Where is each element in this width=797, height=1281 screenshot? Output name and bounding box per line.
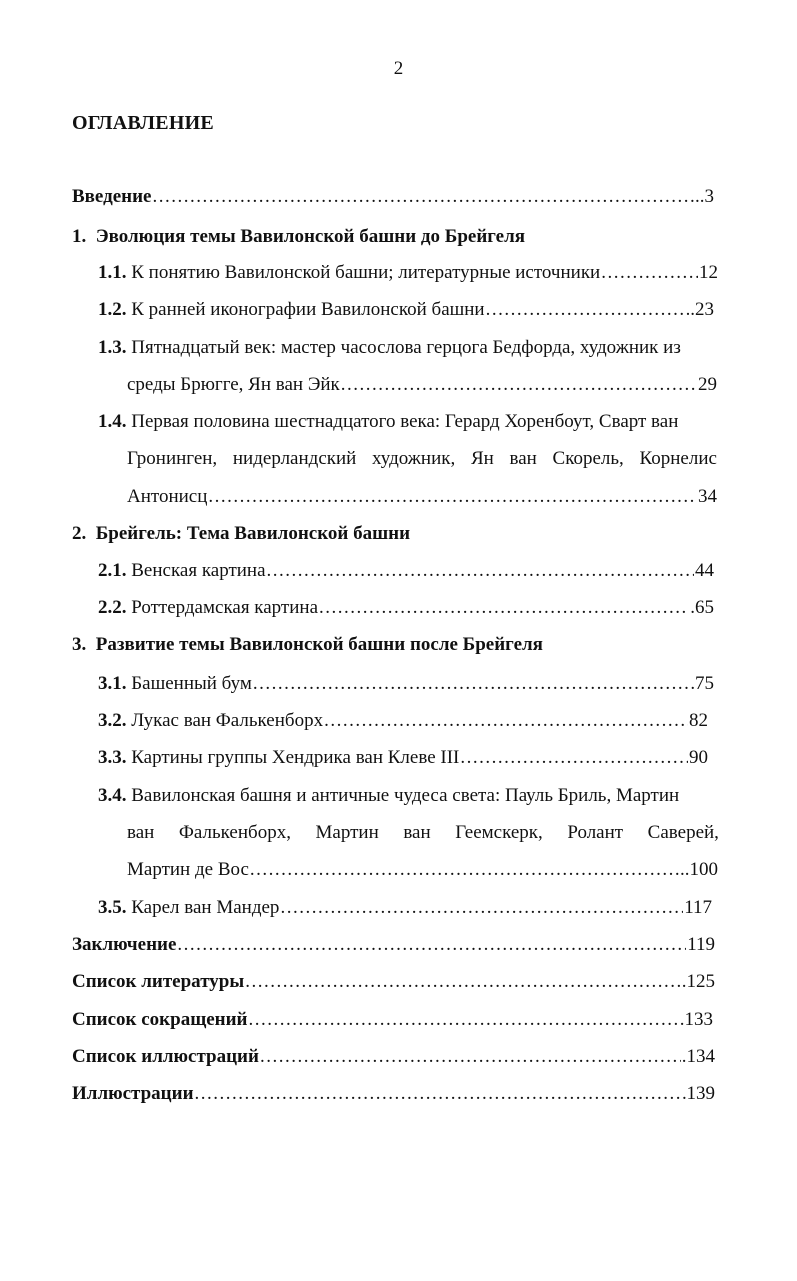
chapter-number: 2. [72, 523, 87, 544]
toc-entry-3-4-line2[interactable] [127, 820, 719, 846]
toc-entry-1-1[interactable] [98, 260, 718, 286]
entry-number: 3.3. [98, 747, 127, 768]
toc-chapter-3[interactable] [72, 632, 543, 658]
entry-page: 82 [689, 710, 708, 731]
leader-dots [324, 708, 688, 734]
entry-page: 139 [686, 1083, 715, 1104]
entry-label: Карел ван Мандер [131, 897, 280, 918]
toc-entry-1-4-line1[interactable] [98, 409, 678, 435]
entry-label: Иллюстрации [72, 1083, 194, 1104]
leader-dots [460, 745, 688, 771]
word: Ролант [567, 822, 624, 843]
chapter-number: 1. [72, 226, 87, 247]
leader-dots [267, 558, 694, 584]
toc-entry-1-2[interactable] [98, 297, 714, 323]
toc-entry-illustrations[interactable] [72, 1081, 715, 1107]
leader-dots [319, 595, 689, 621]
leader-dots [253, 671, 694, 697]
entry-label: Лукас ван Фалькенборх [131, 710, 324, 731]
word: Мартин [315, 822, 379, 843]
toc-chapter-1[interactable] [72, 224, 525, 250]
word: Гронинген, [127, 448, 218, 469]
entry-page: .125 [681, 971, 715, 992]
word: Скорель, [552, 448, 624, 469]
leader-dots [249, 1007, 684, 1033]
toc-entry-1-4-line2[interactable] [127, 446, 717, 472]
entry-number: 1.1. [98, 262, 127, 283]
toc-entry-3-4-line1[interactable] [98, 783, 679, 809]
leader-dots [250, 857, 679, 883]
leader-dots [153, 184, 695, 210]
entry-number: 3.5. [98, 897, 127, 918]
toc-entry-2-2[interactable] [98, 595, 714, 621]
toc-entry-2-1[interactable] [98, 558, 714, 584]
toc-entry-3-5[interactable] [98, 895, 712, 921]
entry-page: .134 [681, 1046, 715, 1067]
entry-page: .23 [690, 299, 714, 320]
entry-label: Список литературы [72, 971, 245, 992]
word: Фалькенборх, [178, 822, 291, 843]
entry-page: 12 [699, 262, 718, 283]
entry-label: Картины группы Хендрика ван Клеве III [131, 747, 460, 768]
chapter-label: Развитие темы Вавилонской башни после Брейгеля [95, 634, 543, 655]
entry-label-continued: Мартин де Вос [127, 859, 249, 880]
word: Ян [470, 448, 494, 469]
entry-label: Заключение [72, 934, 177, 955]
leader-dots [280, 895, 683, 921]
entry-label: Башенный бум [131, 673, 252, 694]
entry-label: Венская картина [131, 560, 266, 581]
entry-page: 34 [698, 486, 717, 507]
entry-page: 44 [695, 560, 714, 581]
entry-number: 2.1. [98, 560, 127, 581]
word: Геемскерк, [455, 822, 543, 843]
toc-entry-1-4-line3[interactable] [127, 484, 717, 510]
entry-label: Роттердамская картина [131, 597, 319, 618]
entry-page: ..3 [695, 186, 714, 207]
toc-entry-introduction[interactable] [72, 184, 714, 210]
leader-dots [245, 969, 681, 995]
entry-number: 1.3. [98, 337, 127, 358]
entry-page: .65 [690, 597, 714, 618]
entry-label: Пятнадцатый век: мастер часослова герцога Бедфорда, художник из [131, 337, 681, 358]
leader-dots [177, 932, 686, 958]
entry-page: 29 [698, 374, 717, 395]
toc-chapter-2[interactable] [72, 521, 410, 547]
toc-entry-illustrations-list[interactable] [72, 1044, 715, 1070]
entry-page: ..100 [680, 859, 718, 880]
entry-page: 117 [684, 897, 712, 918]
leader-dots [601, 260, 698, 286]
page-number: 2 [393, 58, 404, 79]
word: Саверей, [647, 822, 719, 843]
toc-entry-3-3[interactable] [98, 745, 708, 771]
leader-dots [341, 372, 697, 398]
toc-entry-conclusion[interactable] [72, 932, 715, 958]
toc-entry-3-2[interactable] [98, 708, 708, 734]
entry-label: Вавилонская башня и античные чудеса света: Пауль Бриль, Мартин [131, 785, 680, 806]
toc-entry-abbreviations[interactable] [72, 1007, 713, 1033]
entry-label: Введение [72, 186, 152, 207]
word: нидерландский [232, 448, 357, 469]
entry-number: 3.4. [98, 785, 127, 806]
entry-number: 3.2. [98, 710, 127, 731]
entry-label: К понятию Вавилонской башни; литературные источники [131, 262, 601, 283]
entry-label: Список иллюстраций [72, 1046, 259, 1067]
word: художник, [372, 448, 456, 469]
entry-number: 2.2. [98, 597, 127, 618]
entry-label-continued: Антонисц [127, 486, 208, 507]
leader-dots [195, 1081, 686, 1107]
entry-page: 133 [684, 1009, 713, 1030]
entry-page: 75 [695, 673, 714, 694]
chapter-number: 3. [72, 634, 87, 655]
chapter-label: Эволюция темы Вавилонской башни до Брейгеля [95, 226, 526, 247]
entry-number: 1.2. [98, 299, 127, 320]
word: ван [509, 448, 537, 469]
chapter-label: Брейгель: Тема Вавилонской башни [95, 523, 411, 544]
entry-number: 3.1. [98, 673, 127, 694]
word: ван [127, 822, 155, 843]
word: Корнелис [639, 448, 717, 469]
entry-label-continued: среды Брюгге, Ян ван Эйк [127, 374, 340, 395]
entry-page: 119 [687, 934, 715, 955]
entry-number: 1.4. [98, 411, 127, 432]
leader-dots [260, 1044, 681, 1070]
toc-entry-1-3-line1[interactable] [98, 335, 681, 361]
entry-label: Список сокращений [72, 1009, 248, 1030]
toc-entry-literature[interactable] [72, 969, 715, 995]
entry-page: 90 [689, 747, 708, 768]
toc-title: ОГЛАВЛЕНИЕ [72, 112, 214, 134]
toc-entry-3-1[interactable] [98, 671, 714, 697]
toc-entry-1-3-line2[interactable] [127, 372, 717, 398]
leader-dots [208, 484, 697, 510]
entry-label: К ранней иконографии Вавилонской башни [131, 299, 485, 320]
word: ван [403, 822, 431, 843]
toc-entry-3-4-line3[interactable] [127, 857, 718, 883]
entry-label: Первая половина шестнадцатого века: Герард Хоренбоут, Сварт ван [131, 411, 679, 432]
leader-dots [486, 297, 690, 323]
